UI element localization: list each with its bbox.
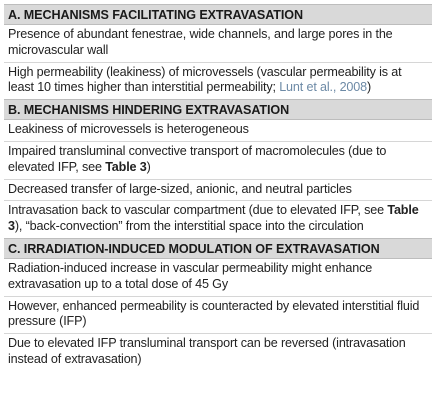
table-row: [4, 63, 432, 100]
table-row: [4, 180, 432, 202]
table-row: [4, 259, 432, 297]
section-b: [4, 99, 432, 238]
table-reference: Table 3: [8, 203, 419, 234]
citation-link[interactable]: Lunt et al., 2008: [279, 80, 367, 95]
row-text-end: ): [366, 80, 372, 95]
section-header-a: A. MECHANISMS FACILITATING EXTRAVASATION: [4, 4, 432, 25]
row-text: High permeability (leakiness) of microvessels (vascular permeability is at least 10 times higher than interstitial permeability;: [8, 64, 402, 95]
table-row: [4, 142, 432, 180]
row-text: Leakiness of microvessels is heterogeneous: [8, 122, 249, 137]
section-c: [4, 238, 432, 371]
table-row: [4, 334, 432, 371]
row-text: Decreased transfer of large-sized, anionic, and neutral particles: [8, 181, 352, 196]
table-row: [4, 297, 432, 335]
row-text-end: ), “back-convection” from the interstitial space into the circulation: [14, 219, 364, 234]
row-text: However, enhanced permeability is counteracted by elevated interstitial fluid pressure (IFP): [8, 298, 420, 329]
row-text-end: ): [146, 159, 151, 174]
table-row: [4, 120, 432, 142]
row-text: Impaired transluminal convective transport of macromolecules (due to elevated IFP, see: [8, 143, 387, 174]
row-text: Presence of abundant fenestrae, wide channels, and large pores in the microvascular wall: [8, 27, 393, 57]
table-row: [4, 201, 432, 238]
section-header-c: C. IRRADIATION-INDUCED MODULATION OF EXTRAVASATION: [4, 238, 432, 259]
row-text: Intravasation back to vascular compartment (due to elevated IFP, see: [8, 203, 388, 218]
section-a: [4, 4, 432, 99]
table-reference: Table 3: [105, 159, 147, 174]
row-text: Radiation-induced increase in vascular permeability might enhance extravasation up to a total dose of 45 Gy: [8, 260, 373, 291]
section-header-b: B. MECHANISMS HINDERING EXTRAVASATION: [4, 99, 432, 120]
table-row: [4, 25, 432, 63]
row-text: Due to elevated IFP transluminal transport can be reversed (intravasation instead of extravasation): [8, 336, 406, 366]
